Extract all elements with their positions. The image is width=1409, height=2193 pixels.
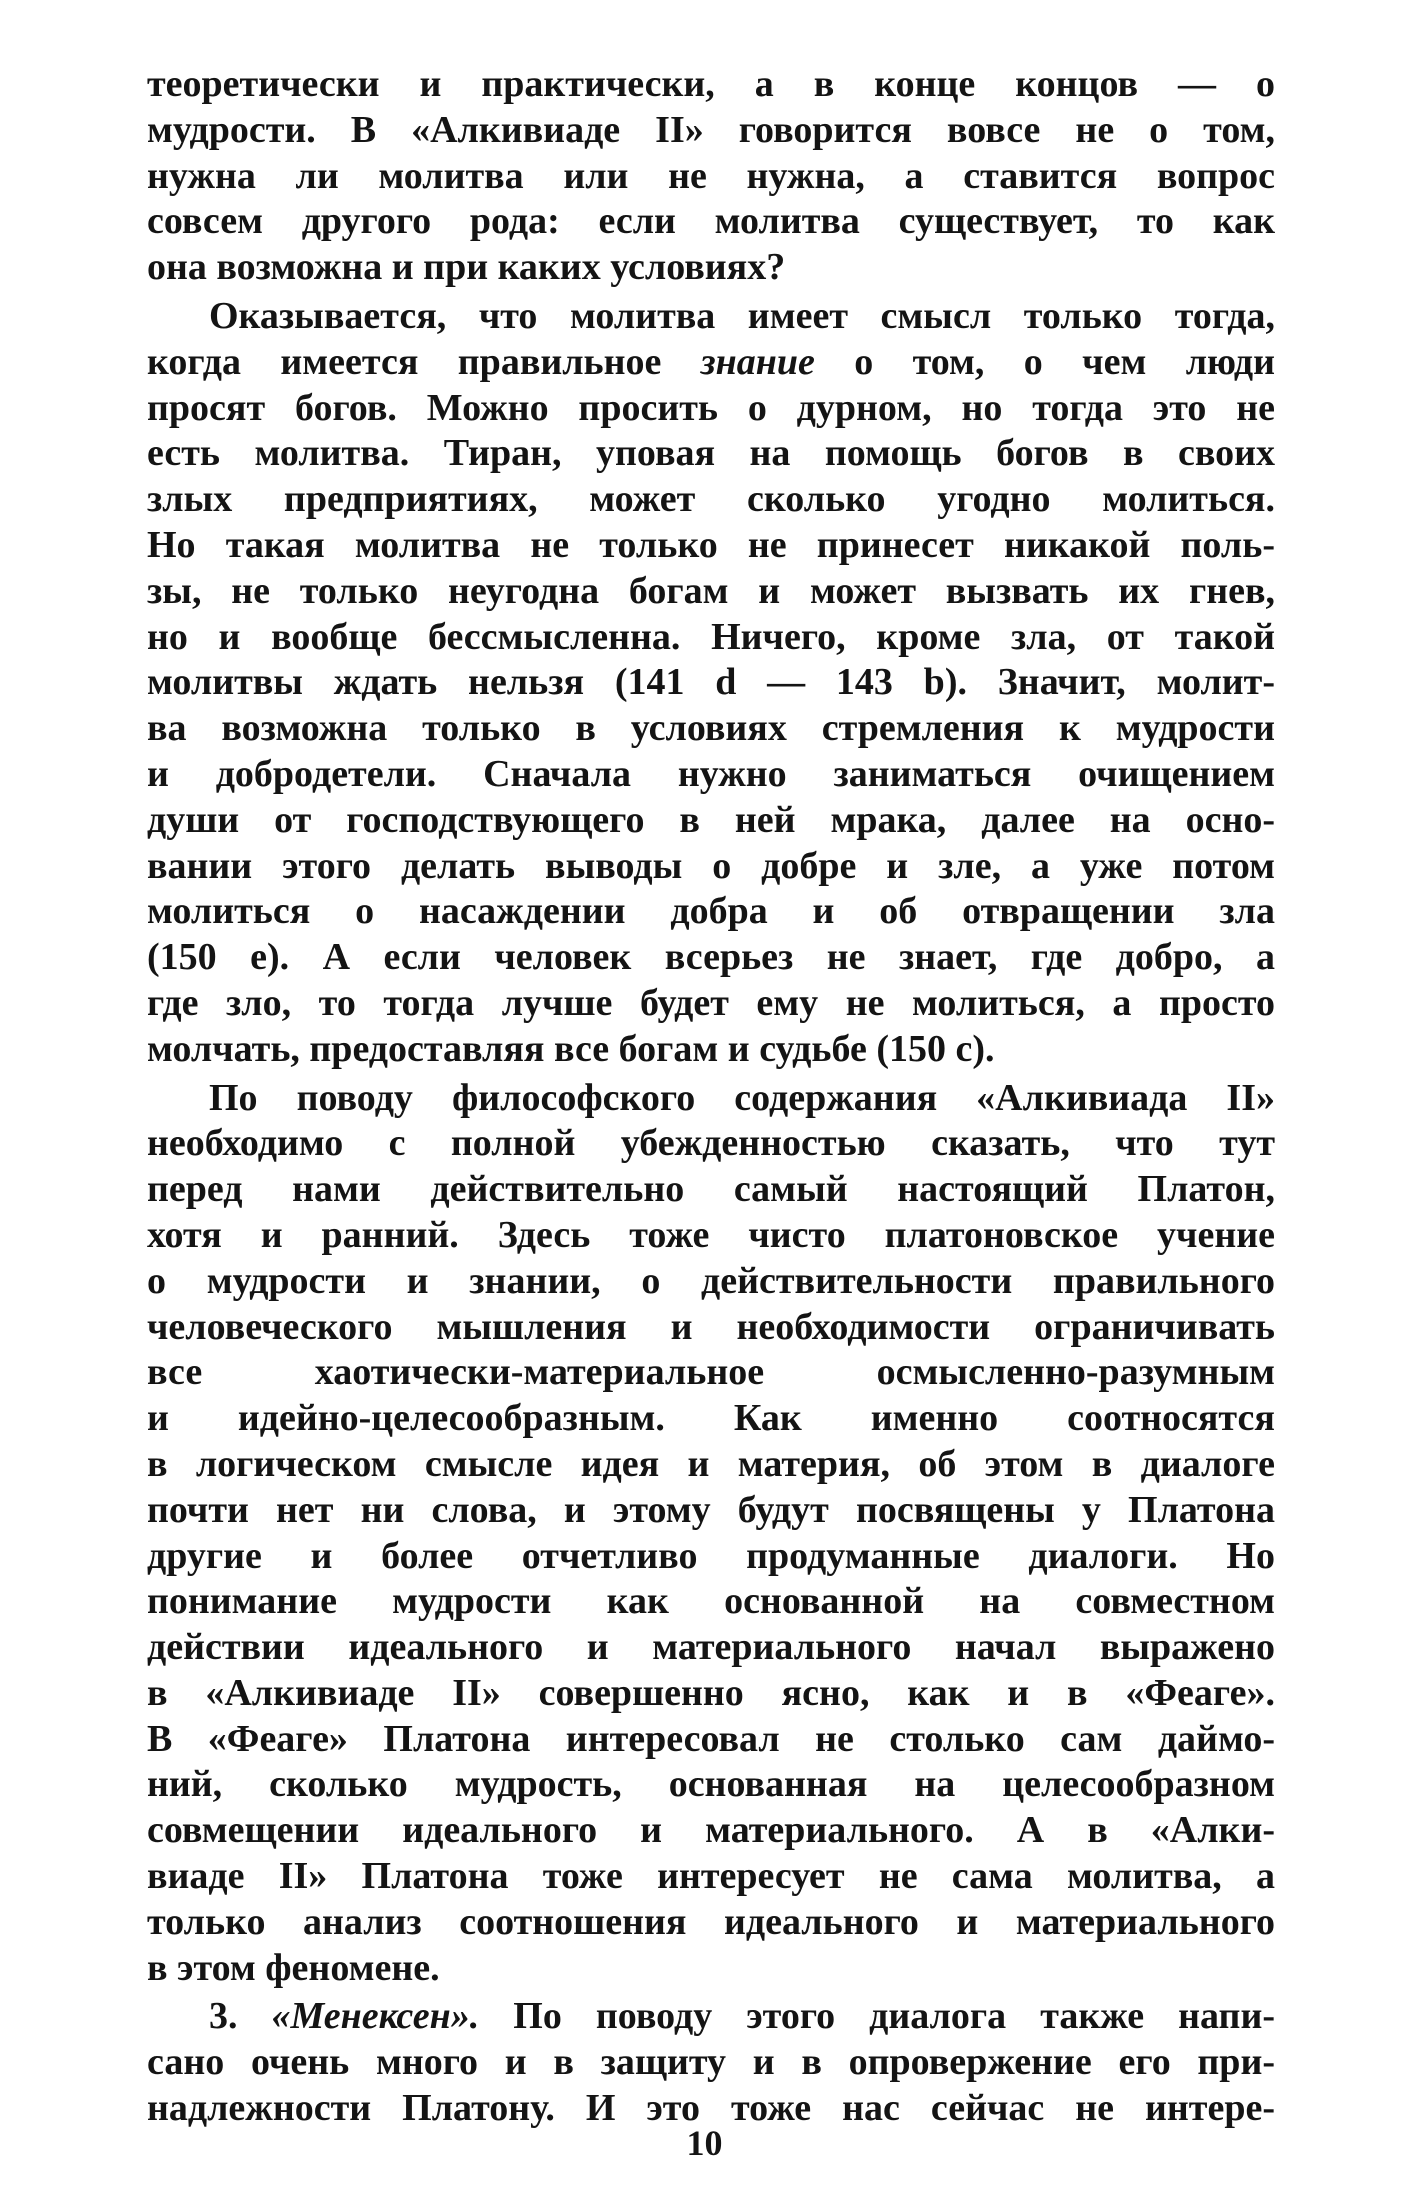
- text-segment: о том, о чем люди: [814, 340, 1275, 383]
- text-line: просят богов. Можно просить о дурном, но тогда это не: [147, 386, 1275, 429]
- text-line: перед нами действительно самый настоящий Платон,: [147, 1168, 1275, 1211]
- text-line: души от господствующего в ней мрака, далее на осно-: [147, 798, 1275, 841]
- text-line: понимание мудрости как основанной на совместном: [147, 1580, 1275, 1623]
- paragraph-4: [147, 1994, 1275, 2131]
- text-line: в логическом смысле идея и материя, об этом в диалоге: [147, 1442, 1275, 1485]
- section-number: 3.: [209, 1995, 272, 2038]
- paragraph-2: [147, 294, 1275, 1073]
- text-segment: когда имеется правильное: [147, 340, 701, 383]
- text-line: другие и более отчетливо продуманные диалоги. Но: [147, 1534, 1275, 1577]
- text-line: действии идеального и материального начал выражено: [147, 1626, 1275, 1669]
- text-segment: По поводу этого диалога также напи-: [479, 1995, 1275, 2038]
- text-line: хотя и ранний. Здесь тоже чисто платоновское учение: [147, 1213, 1275, 1256]
- text-line: где зло, то тогда лучше будет ему не молиться, а просто: [147, 981, 1275, 1024]
- text-line: мудрости. В «Алкивиаде II» говорится вовсе не о том,: [147, 108, 1275, 151]
- text-line: она возможна и при каких условиях?: [147, 246, 786, 289]
- page-number: 10: [686, 2123, 723, 2163]
- text-line: совмещении идеального и материального. А в «Алки-: [147, 1809, 1275, 1852]
- text-line: ний, сколько мудрость, основанная на целесообразном: [147, 1763, 1275, 1806]
- text-line: вании этого делать выводы о добре и зле, а уже потом: [147, 844, 1275, 887]
- text-line: Оказывается, что молитва имеет смысл только тогда,: [209, 294, 1275, 337]
- text-line: есть молитва. Тиран, уповая на помощь богов в своих: [147, 432, 1275, 475]
- text-line: человеческого мышления и необходимости ограничивать: [147, 1305, 1275, 1348]
- text-line: почти нет ни слова, и этому будут посвящены у Платона: [147, 1488, 1275, 1531]
- text-line-with-emphasis: [147, 340, 1275, 386]
- text-line: злых предприятиях, может сколько угодно молиться.: [147, 478, 1275, 521]
- paragraph-1: [147, 62, 1275, 291]
- text-line: в «Алкивиаде II» совершенно ясно, как и в «Феаге».: [147, 1671, 1275, 1714]
- text-line: все хаотически-материальное осмысленно-разумным: [147, 1351, 1275, 1394]
- text-line: необходимо с полной убежденностью сказать, что тут: [147, 1122, 1275, 1165]
- text-line: теоретически и практически, а в конце концов — о: [147, 63, 1275, 105]
- text-line: но и вообще бессмысленна. Ничего, кроме зла, от такой: [147, 615, 1275, 658]
- text-line: молитвы ждать нельзя (141 d — 143 b). Значит, молит-: [147, 661, 1275, 704]
- text-line: молчать, предоставляя все богам и судьбе (150 c).: [147, 1027, 995, 1070]
- text-line: совсем другого рода: если молитва существует, то как: [147, 200, 1275, 243]
- emphasis-znanie: знание: [700, 340, 815, 383]
- text-line: ва возможна только в условиях стремления к мудрости: [147, 707, 1275, 750]
- text-line: молиться о насаждении добра и об отвращении зла: [147, 890, 1275, 933]
- text-line: надлежности Платону. И это тоже нас сейчас не интере-: [147, 2087, 1275, 2130]
- text-line: в этом феномене.: [147, 1946, 440, 1989]
- text-line: Но такая молитва не только не принесет никакой поль-: [147, 523, 1275, 566]
- text-line: и добродетели. Сначала нужно заниматься очищением: [147, 752, 1275, 795]
- text-line: В «Феаге» Платона интересовал не столько сам даймо-: [147, 1717, 1275, 1760]
- text-line: нужна ли молитва или не нужна, а ставится вопрос: [147, 154, 1275, 197]
- text-line: о мудрости и знании, о действительности правильного: [147, 1259, 1275, 1302]
- text-line: виаде II» Платона тоже интересует не сама молитва, а: [147, 1855, 1275, 1898]
- text-line: (150 e). А если человек всерьез не знает, где добро, а: [147, 936, 1275, 979]
- page-body: [147, 62, 1275, 2135]
- paragraph-3: [147, 1076, 1275, 1992]
- text-line-with-emphasis: [147, 1994, 1275, 2040]
- text-line: зы, не только неугодна богам и может вызвать их гнев,: [147, 569, 1275, 612]
- text-line: и идейно-целесообразным. Как именно соотносятся: [147, 1397, 1275, 1440]
- dialogue-title-menexenus: «Менексен».: [271, 1995, 480, 2038]
- text-line: только анализ соотношения идеального и материального: [147, 1900, 1275, 1943]
- text-line: сано очень много и в защиту и в опровержение его при-: [147, 2041, 1275, 2084]
- text-line: По поводу философского содержания «Алкивиада II»: [209, 1076, 1275, 1119]
